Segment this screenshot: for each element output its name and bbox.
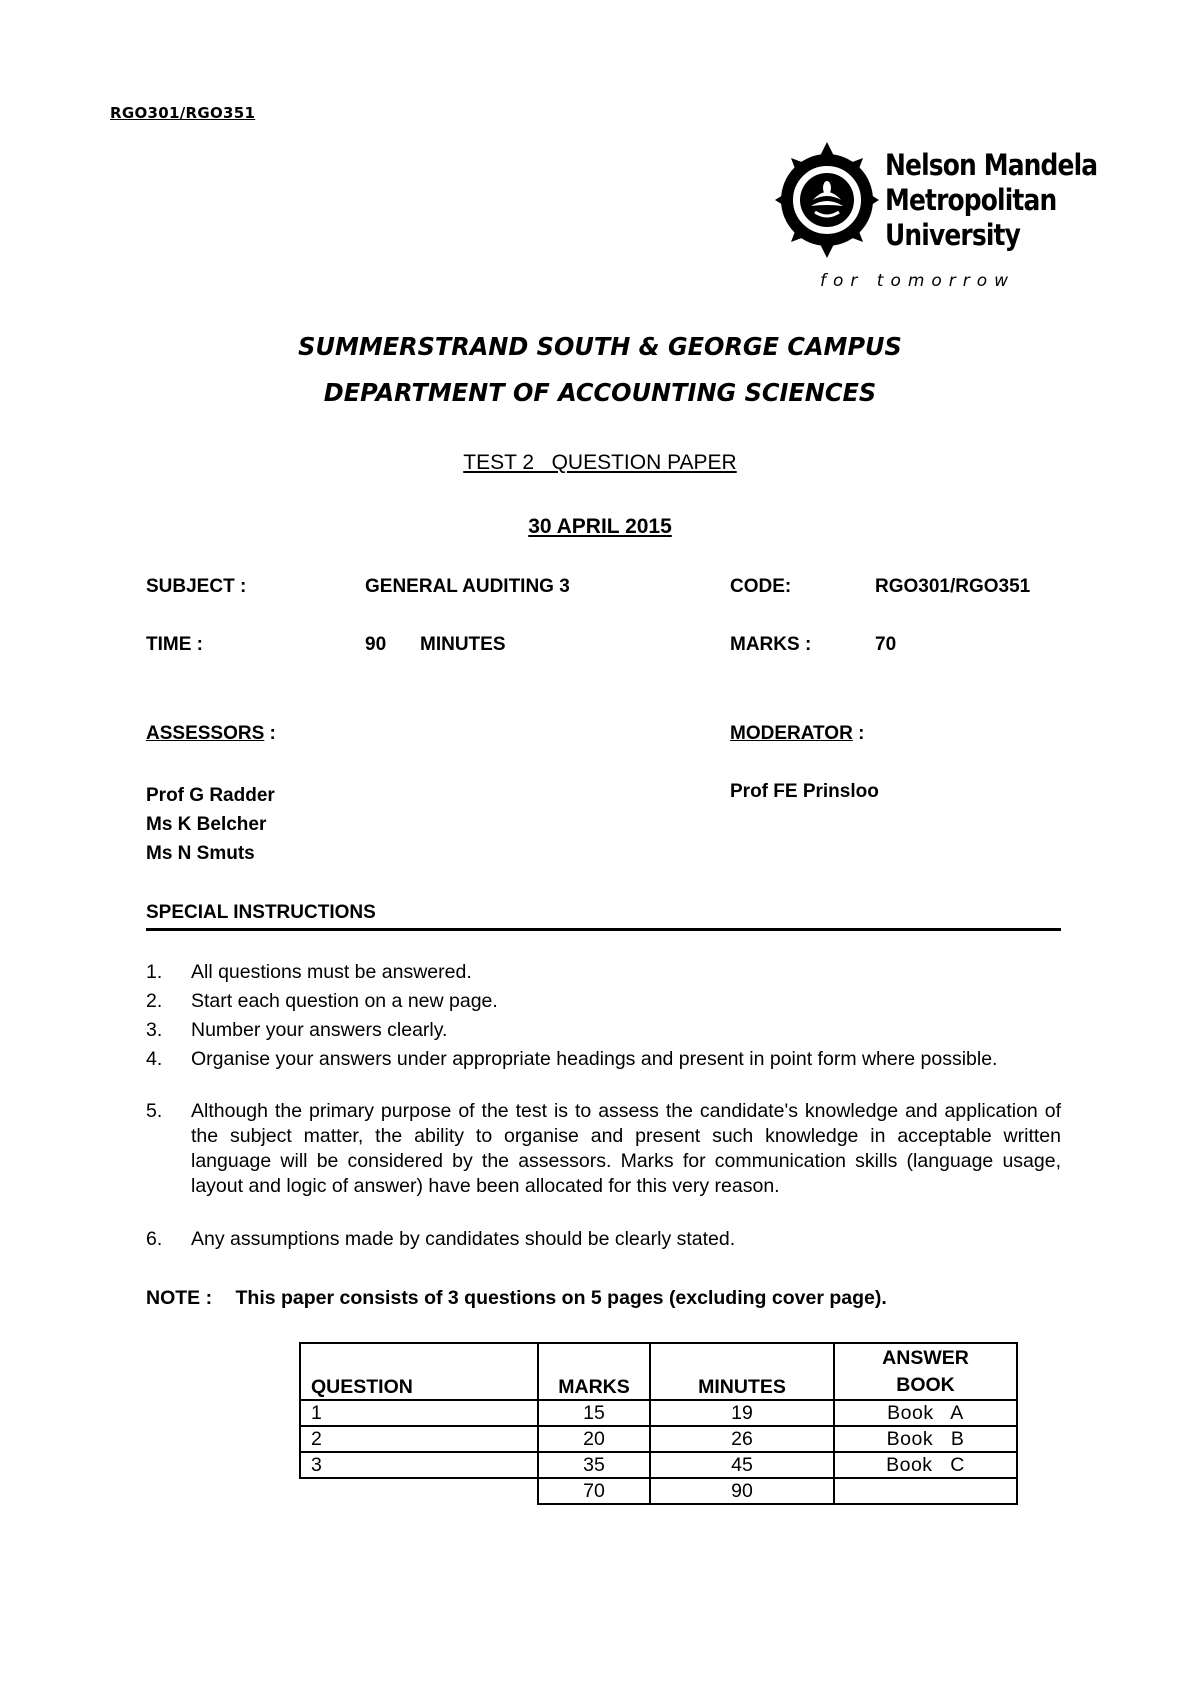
question-cell: 2 [300,1426,538,1452]
instruction-number: 1. [146,961,163,983]
assessors-label: ASSESSORS [146,723,265,744]
instruction-text: Start each question on a new page. [191,990,498,1012]
instruction-number: 2. [146,990,163,1012]
subject-value: GENERAL AUDITING 3 [365,576,570,597]
instruction-item [146,960,1061,985]
marks-cell: 35 [538,1452,650,1478]
logo-line-3: University [885,218,1021,252]
moderator-label: MODERATOR [730,723,853,744]
course-code-header: RGO301/RGO351 [110,104,256,122]
table-row [300,1452,1017,1478]
test-date: 30 APRIL 2015 [528,515,672,538]
table-total-row [300,1478,1017,1504]
question-cell: 1 [300,1400,538,1426]
instruction-number: 5. [146,1100,163,1122]
logo-line-2: Metropolitan [885,183,1057,217]
time-value: 90 [365,634,387,655]
marks-label: MARKS : [730,634,812,655]
instruction-text: Although the primary purpose of the test is to assess the candidate's knowledge and application of the subject matter, the ability to organise and present such knowledge in acceptable written language will be considered by the assessors. Marks for communication skills (language usage, layout and logic of answer) have been allocated for this very reason. [191,1100,1061,1197]
table-header-row [300,1343,1017,1400]
instruction-text: Number your answers clearly. [191,1019,448,1041]
assessor-name: Prof G Radder [146,785,275,806]
university-logo-emblem [773,140,881,260]
header-marks: MARKS [538,1343,650,1400]
note-label: NOTE : [146,1287,213,1309]
header-answer-book [834,1343,1017,1400]
instruction-item [146,1099,1061,1199]
answer-book-cell: Book B [834,1426,1017,1452]
answer-book-cell: Book C [834,1452,1017,1478]
instruction-text: Any assumptions made by candidates should be clearly stated. [191,1228,736,1250]
assessors-colon: : [264,723,276,744]
instruction-number: 4. [146,1048,163,1070]
logo-line-1: Nelson Mandela [885,148,1098,182]
table-row [300,1400,1017,1426]
logo-tagline: for tomorrow [820,271,1016,291]
test-title: TEST 2 QUESTION PAPER [463,451,737,474]
question-cell: 3 [300,1452,538,1478]
assessor-name: Ms N Smuts [146,843,255,864]
instruction-item [146,1018,1061,1043]
header-answer-book-text: ANSWER BOOK [882,1347,969,1396]
time-unit: MINUTES [420,634,506,655]
note-line [146,1287,887,1310]
instruction-item [146,1227,1061,1252]
subject-label: SUBJECT : [146,576,247,597]
instruction-item [146,1047,1061,1072]
time-label: TIME : [146,634,203,655]
marks-cell: 15 [538,1400,650,1426]
campus-heading: SUMMERSTRAND SOUTH & GEORGE CAMPUS [298,332,902,361]
total-minutes-cell: 90 [650,1478,834,1504]
marks-cell: 20 [538,1426,650,1452]
assessor-name: Ms K Belcher [146,814,267,835]
total-marks-cell: 70 [538,1478,650,1504]
minutes-cell: 19 [650,1400,834,1426]
minutes-cell: 26 [650,1426,834,1452]
question-table [299,1342,1018,1505]
total-blank-cell [300,1478,538,1504]
moderator-name: Prof FE Prinsloo [730,781,879,802]
assessors-heading [146,723,276,745]
instruction-number: 6. [146,1228,163,1250]
moderator-heading [730,723,864,745]
department-heading: DEPARTMENT OF ACCOUNTING SCIENCES [323,378,877,407]
instruction-text: All questions must be answered. [191,961,472,983]
moderator-colon: : [852,723,865,744]
instruction-text: Organise your answers under appropriate headings and present in point form where possible. [191,1048,998,1070]
header-minutes: MINUTES [650,1343,834,1400]
university-name [885,148,1097,253]
table-row [300,1426,1017,1452]
instruction-number: 3. [146,1019,163,1041]
header-question: QUESTION [300,1343,538,1400]
code-label: CODE: [730,576,792,597]
assessor-list [146,781,275,868]
note-text: This paper consists of 3 questions on 5 pages (excluding cover page). [235,1287,887,1309]
answer-book-cell: Book A [834,1400,1017,1426]
instructions-heading: SPECIAL INSTRUCTIONS [146,902,376,923]
instruction-item [146,989,1061,1014]
minutes-cell: 45 [650,1452,834,1478]
total-answer-book-cell [834,1478,1017,1504]
marks-value: 70 [875,634,897,655]
instructions-divider [146,928,1061,931]
code-value: RGO301/RGO351 [875,576,1031,597]
